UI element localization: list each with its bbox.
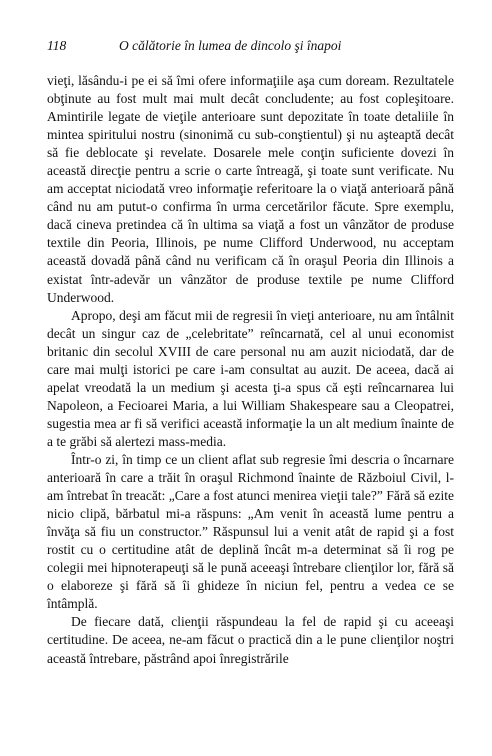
page-number: 118 [47,38,67,53]
paragraph-continued: vieţi, lăsându-i pe ei să îmi ofere informaţiile aşa cum doream. Rezultatele obţinute au fost mult mai mult decât concludente; au fost copleşitoare. Amintirile legate de vieţile anterioare sunt depozitate în toate detaliile în mintea spiritului nostru (sinonimă cu sub-conştientul) şi nu aşteaptă decât să fie deblocate şi revelate. Dosarele mele conţin suficiente dovezi în această direcţie pentru a scrie o carte întreagă, şi toate sunt verificate. Nu am acceptat niciodată vreo informaţie referitoare la o viaţă anterioară până când nu am putut-o confirma în urma cercetărilor făcute. Spre exemplu, dacă cineva pretindea că în ultima sa viaţă a fost un vânzător de produse textile din Peoria, Illinois, pe nume Clifford Underwood, nu acceptam această dovadă până când nu verificam că în oraşul Peoria din Illinois a existat într-adevăr un vânzător de produse textile pe nume Clifford Underwood. [47,73,454,305]
running-title: O călătorie în lumea de dincolo şi înapoi [119,38,342,53]
page-header [47,38,454,58]
paragraph-celebrity: Apropo, deşi am făcut mii de regresii în vieţi anterioare, nu am întâlnit decât un singur caz de „celebritate” reîncarnată, cel al unui economist britanic din secolul XVIII de care personal nu am auzit niciodată, dar de care mai mulţi istorici pe care i-am consultat au auzit. De aceea, dacă ai apelat vreodată la un medium şi acesta ţi-a spus că eşti reîncarnarea lui Napoleon, a Fecioarei Maria, a lui William Shakespeare sau a Cleopatrei, sugestia mea ar fi să verifici această informaţie la un alt medium înainte de a te grăbi să alertezi mass-media. [47,307,454,449]
body-text [47,72,454,668]
book-page [47,38,454,666]
paragraph-clients-answers: De fiecare dată, clienţii răspundeau la fel de rapid şi cu aceeaşi certitudine. De aceea, ne-am făcut o practică din a le pune clienţilor noştri această întrebare, păstrând apoi înregistrările [47,614,454,666]
paragraph-regression-question: Într-o zi, în timp ce un client aflat sub regresie îmi descria o încarnare anterioară în care a trăit în oraşul Richmond înainte de Războiul Civil, l-am întrebat în treacăt: „Care a fost atunci menirea vieţii tale?” Fără să ezite nicio clipă, bărbatul mi-a răspuns: „Am venit în această lume pentru a învăţa să fiu un constructor.” Răspunsul lui a venit atât de rapid şi a fost rostit cu o certitudine atât de deplină încât m-a determinat să îi rog pe colegii mei hipnoterapeuţi să le pună aceeaşi întrebare clienţilor lor, fără să o elaboreze şi fără să îi ghideze în niciun fel, pentru a vedea ce se întâmplă. [47,451,454,612]
